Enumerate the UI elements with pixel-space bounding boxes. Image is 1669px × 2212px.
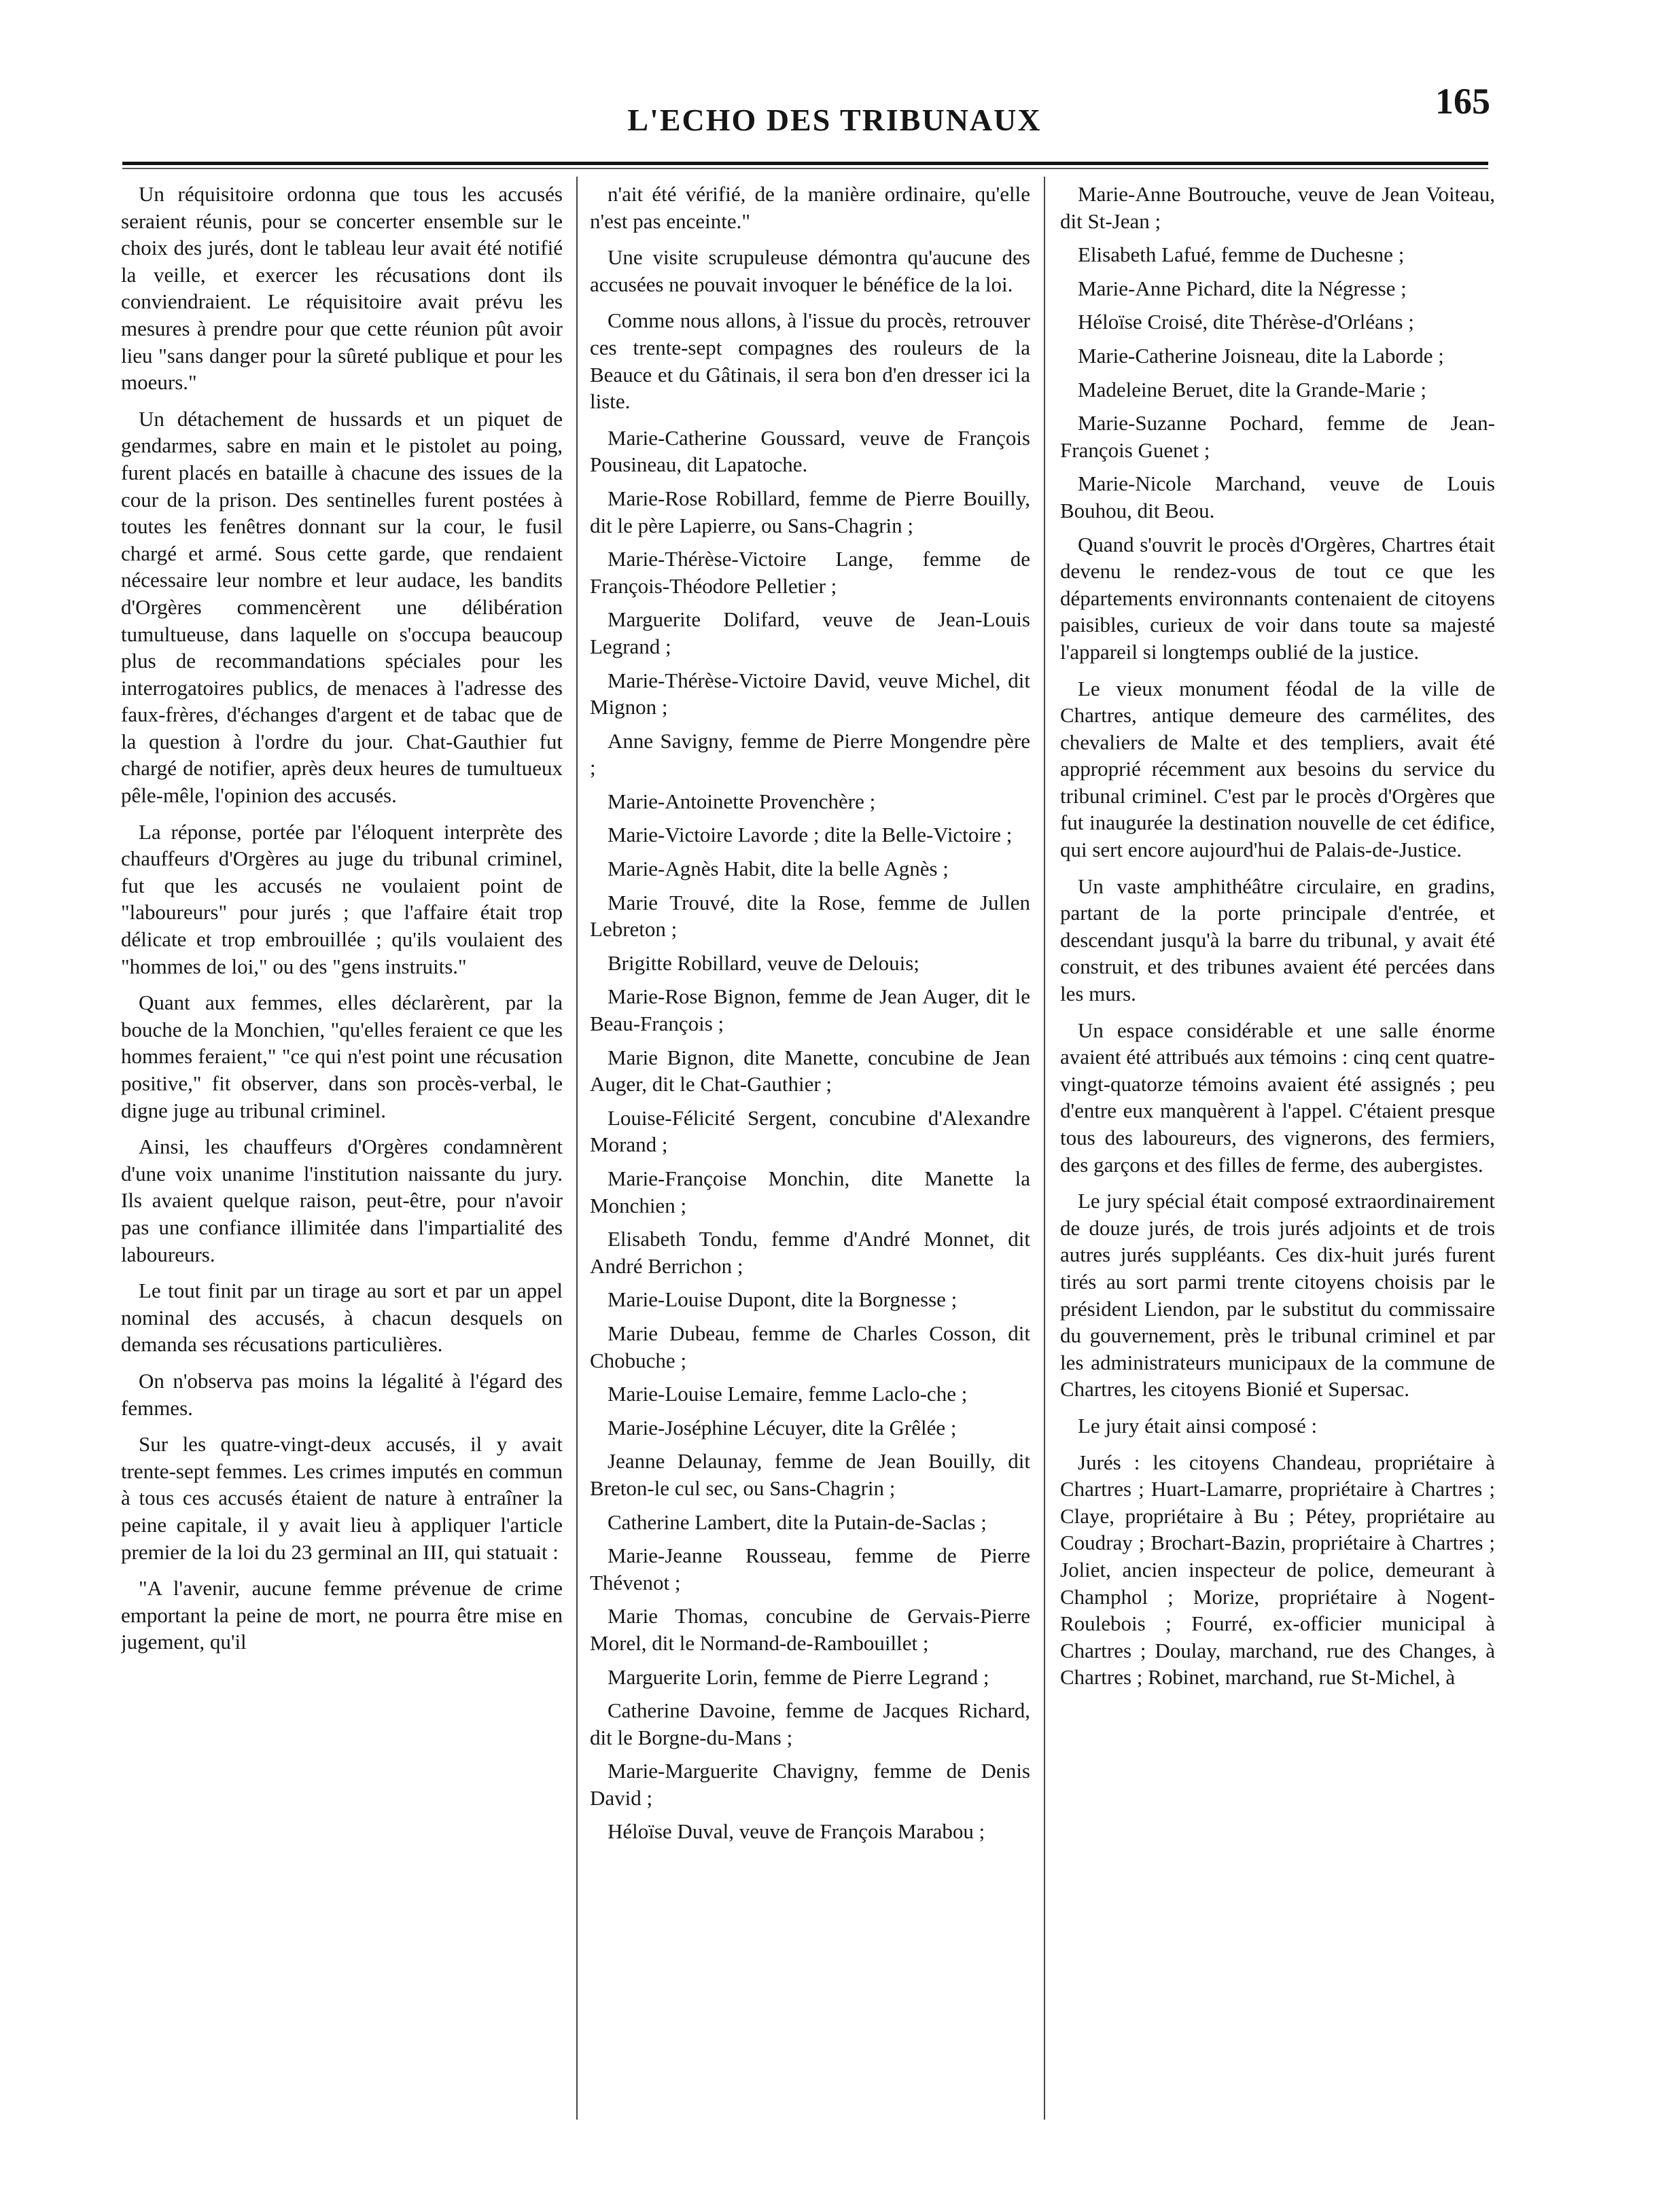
- paragraph: Catherine Lambert, dite la Putain-de-Saclas ;: [608, 1510, 987, 1534]
- paragraph: Marie-Agnès Habit, dite la belle Agnès ;: [608, 857, 949, 881]
- page-number: 165: [1435, 81, 1490, 122]
- paragraph: Le jury était ainsi composé :: [1078, 1413, 1318, 1438]
- paragraph: Une visite scrupuleuse démontra qu'aucune des accusées ne pouvait invoquer le bénéfice de la loi.: [590, 245, 1030, 296]
- paragraph: Marie-Joséphine Lécuyer, dite la Grêlée ;: [608, 1415, 957, 1440]
- paragraph: n'ait été vérifié, de la manière ordinaire, qu'elle n'est pas enceinte.": [590, 182, 1030, 233]
- paragraph: Le jury spécial était composé extraordinairement de douze jurés, de trois jurés adjoints et de trois autres jurés suppléants. Ces dix-huit jurés furent tirés au sort parmi trente citoyens choisis par le président Liendon, par le substitut du commissaire du gouvernement, près le tribunal criminel et par les administrateurs municipaux de la commune de Chartres, les citoyens Bionié et Supersac.: [1060, 1189, 1495, 1402]
- paragraph: Marie-Catherine Goussard, veuve de François Pousineau, dit Lapatoche.: [590, 425, 1030, 477]
- paragraph: Un réquisitoire ordonna que tous les accusés seraient réunis, pour se concerter ensemble sur le choix des jurés, dont le tableau leur avait été notifié la veille, et exercer les récusations dont ils conviendraient. Le réquisitoire avait prévu les mesures à prendre pour que cette réunion pût avoir lieu "sans danger pour la sûreté publique et pour les moeurs.": [121, 182, 563, 395]
- paragraph: Ainsi, les chauffeurs d'Orgères condamnèrent d'une voix unanime l'institution naissante du jury. Ils avaient quelque raison, peut-être, pour n'avoir pas une confiance illimitée dans l'impartialité des laboureurs.: [121, 1135, 563, 1266]
- paragraph: Elisabeth Lafué, femme de Duchesne ;: [1078, 243, 1405, 267]
- paragraph: Marie-Catherine Joisneau, dite la Laborde ;: [1078, 343, 1444, 368]
- paragraph: Marie-Victoire Lavorde ; dite la Belle-Victoire ;: [608, 823, 1013, 847]
- paragraph: Marie Dubeau, femme de Charles Cosson, dit Chobuche ;: [590, 1321, 1030, 1372]
- paragraph: Marie Thomas, concubine de Gervais-Pierre Morel, dit le Normand-de-Rambouillet ;: [590, 1604, 1030, 1655]
- paragraph: Le tout finit par un tirage au sort et par un appel nominal des accusés, à chacun desquels on demanda ses récusations particulières.: [121, 1279, 563, 1357]
- paragraph: Marie-Marguerite Chavigny, femme de Denis David ;: [590, 1759, 1030, 1810]
- paragraph: Quand s'ouvrit le procès d'Orgères, Chartres était devenu le rendez-vous de tout ce que les départements environnants contenaient de citoyens paisibles, curieux de voir dans toute sa majesté l'appareil si longtemps oublié de la justice.: [1060, 532, 1495, 664]
- paragraph: Marie-Rose Bignon, femme de Jean Auger, dit le Beau-François ;: [590, 984, 1030, 1036]
- paragraph: Un détachement de hussards et un piquet de gendarmes, sabre en main et le pistolet au poing, furent placés en bataille à chacune des issues de la cour de la prison. Des sentinelles furent postées à toutes les fenêtres donnant sur la cour, le fusil chargé et armé. Sous cette garde, que rendaient nécessaire leur nombre et leur audace, les bandits d'Orgères commencèrent une délibération tumultueuse, dans laquelle on s'occupa beaucoup plus de recommandations spéciales pour les interrogatoires publics, de menaces à l'adresse des faux-frères, d'échanges d'argent et de tabac que de la question à l'ordre du jour. Chat-Gauthier fut chargé de notifier, après deux heures de tumultueux pêle-mêle, l'opinion des accusés.: [121, 406, 563, 808]
- paragraph: Louise-Félicité Sergent, concubine d'Alexandre Morand ;: [590, 1105, 1030, 1157]
- paragraph: Un vaste amphithéâtre circulaire, en gradins, partant de la porte principale d'entrée, et descendant jusqu'à la barre du tribunal, y avait été construit, et des tribunes avaient été percées dans les murs.: [1060, 874, 1495, 1006]
- paragraph: Madeleine Beruet, dite la Grande-Marie ;: [1078, 377, 1426, 402]
- header-rule-thin: [122, 168, 1488, 169]
- paragraph: Jurés : les citoyens Chandeau, propriétaire à Chartres ; Huart-Lamarre, propriétaire à Chartres ; Claye, propriétaire à Bu ; Pétey, propriétaire au Coudray ; Brochart-Bazin, propriétaire à Chartres ; Joliet, ancien inspecteur de police, demeurant à Champhol ; Morize, propriétaire à Nogent-Roulebois ; Fourré, ex-officier municipal à Chartres ; Doulay, marchand, rue des Changes, à Chartres ; Robinet, marchand, rue St-Michel, à: [1060, 1450, 1495, 1690]
- journal-title: L'ECHO DES TRIBUNAUX: [627, 103, 1042, 137]
- paragraph: La réponse, portée par l'éloquent interprète des chauffeurs d'Orgères au juge du tribunal criminel, fut que les accusés ne voulaient point de "laboureurs" pour jurés ; que l'affaire était trop délicate et trop embrouillée ; qu'ils voulaient des "hommes de loi," ou des "gens instruits.": [121, 819, 563, 978]
- paragraph: Marguerite Lorin, femme de Pierre Legrand ;: [608, 1664, 989, 1689]
- paragraph: Quant aux femmes, elles déclarèrent, par la bouche de la Monchien, "qu'elles feraient ce que les hommes feraient," "ce qui n'est point une récusation positive," fit observer, dans son procès-verbal, le digne juge au tribunal criminel.: [121, 991, 563, 1122]
- paragraph: Marguerite Dolifard, veuve de Jean-Louis Legrand ;: [590, 607, 1030, 658]
- paragraph: Elisabeth Tondu, femme d'André Monnet, dit André Berrichon ;: [590, 1227, 1030, 1278]
- paragraph: Brigitte Robillard, veuve de Delouis;: [608, 950, 919, 975]
- paragraph: Marie Bignon, dite Manette, concubine de Jean Auger, dit le Chat-Gauthier ;: [590, 1045, 1030, 1096]
- column-3: [1060, 181, 1495, 2171]
- paragraph: Marie-Suzanne Pochard, femme de Jean-François Guenet ;: [1060, 411, 1495, 462]
- paragraph: Le vieux monument féodal de la ville de Chartres, antique demeure des carmélites, des chevaliers de Malte et des templiers, avait été approprié récemment aux besoins du service du tribunal criminel. C'est par le procès d'Orgères que fut inaugurée la destination nouvelle de cet édifice, qui sert encore aujourd'hui de Palais-de-Justice.: [1060, 676, 1495, 862]
- column-1: [121, 181, 563, 2171]
- paragraph: Marie-Thérèse-Victoire Lange, femme de François-Théodore Pelletier ;: [590, 547, 1030, 598]
- paragraph: Sur les quatre-vingt-deux accusés, il y avait trente-sept femmes. Les crimes imputés en commun à tous ces accusés étaient de nature à entraîner la peine capitale, il y avait lieu à appliquer l'article premier de la loi du 23 germinal an III, qui statuait :: [121, 1432, 563, 1564]
- header-rule: [122, 162, 1488, 165]
- column-2: [590, 181, 1030, 2171]
- paragraph: Marie-Louise Lemaire, femme Laclo-che ;: [608, 1382, 968, 1406]
- column-divider-1: [576, 177, 578, 2120]
- paragraph: Jeanne Delaunay, femme de Jean Bouilly, dit Breton-le cul sec, ou Sans-Chagrin ;: [590, 1449, 1030, 1500]
- paragraph: Marie-Anne Boutrouche, veuve de Jean Voiteau, dit St-Jean ;: [1060, 182, 1495, 233]
- paragraph: Anne Savigny, femme de Pierre Mongendre père ;: [590, 728, 1030, 780]
- paragraph: Marie-Anne Pichard, dite la Négresse ;: [1078, 276, 1407, 300]
- paragraph: Marie-Rose Robillard, femme de Pierre Bouilly, dit le père Lapierre, ou Sans-Chagrin ;: [590, 486, 1030, 537]
- column-divider-2: [1044, 177, 1045, 2120]
- paragraph: Marie-Thérèse-Victoire David, veuve Michel, dit Mignon ;: [590, 668, 1030, 719]
- paragraph: Comme nous allons, à l'issue du procès, retrouver ces trente-sept compagnes des rouleurs de la Beauce et du Gâtinais, il sera bon d'en dresser ici la liste.: [590, 308, 1030, 414]
- paragraph: Catherine Davoine, femme de Jacques Richard, dit le Borgne-du-Mans ;: [590, 1698, 1030, 1749]
- paragraph: Un espace considérable et une salle énorme avaient été attribués aux témoins : cinq cent quatre-vingt-quatorze témoins avaient été assignés ; peu d'entre eux manquèrent à l'appel. C'étaient presque tous des laboureurs, des vignerons, des fermiers, des garçons et des filles de ferme, des aubergistes.: [1060, 1018, 1495, 1177]
- paragraph: Marie-Françoise Monchin, dite Manette la Monchien ;: [590, 1166, 1030, 1217]
- paragraph: Héloïse Croisé, dite Thérèse-d'Orléans ;: [1078, 310, 1414, 334]
- paragraph: On n'observa pas moins la légalité à l'égard des femmes.: [121, 1368, 563, 1420]
- paragraph: Marie Trouvé, dite la Rose, femme de Jullen Lebreton ;: [590, 890, 1030, 942]
- paragraph: "A l'avenir, aucune femme prévenue de crime emportant la peine de mort, ne pourra être mise en jugement, qu'il: [121, 1576, 563, 1654]
- paragraph: Marie-Jeanne Rousseau, femme de Pierre Thévenot ;: [590, 1544, 1030, 1594]
- paragraph: Héloïse Duval, veuve de François Marabou ;: [608, 1819, 985, 1844]
- paragraph: Marie-Nicole Marchand, veuve de Louis Bouhou, dit Beou.: [1060, 471, 1495, 522]
- paragraph: Marie-Louise Dupont, dite la Borgnesse ;: [608, 1287, 958, 1312]
- paragraph: Marie-Antoinette Provenchère ;: [608, 789, 876, 813]
